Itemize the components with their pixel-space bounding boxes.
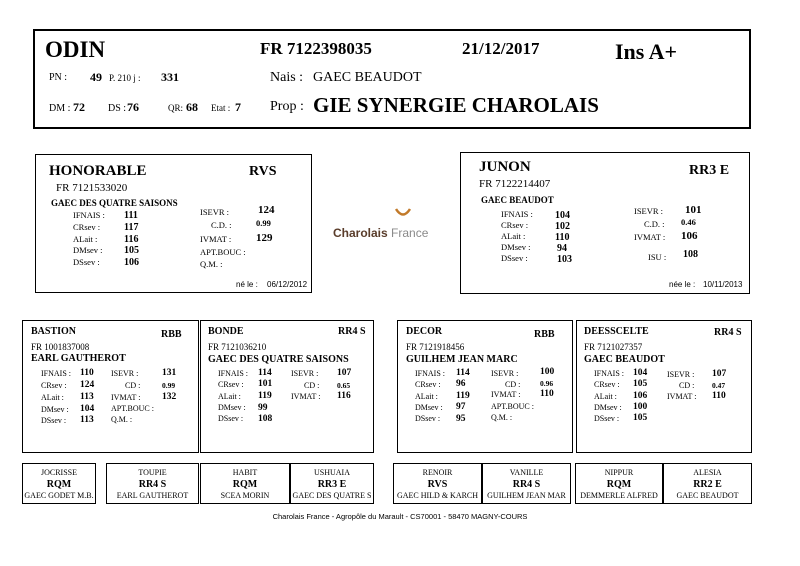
ggp-name: ALESIA — [693, 468, 722, 477]
great-grandparent-box-habit — [200, 463, 290, 504]
gp-dssev-value: 105 — [633, 413, 648, 423]
qr-value: 68 — [186, 100, 198, 114]
sire-birth-label: né le : — [236, 280, 258, 289]
gp-ivmat-value: 110 — [712, 391, 726, 401]
gp-crsev-label: CRsev : — [218, 380, 244, 389]
gp-alait-label: ALait : — [218, 392, 241, 401]
dam-crsev-label: CRsev : — [501, 220, 529, 230]
nais-label: Nais : — [270, 70, 304, 85]
gp-breeder: GAEC BEAUDOT — [584, 354, 665, 365]
dam-breeder: GAEC BEAUDOT — [481, 195, 554, 205]
gp-ifnais-label: IFNAIS : — [594, 369, 625, 378]
gp-dmsev-label: DMsev : — [415, 403, 443, 412]
dam-crsev-value: 102 — [555, 221, 570, 232]
sire-isevr-label: ISEVR : — [200, 207, 230, 217]
gp-name: BASTION — [31, 326, 77, 337]
logo-country-text: France — [391, 226, 429, 240]
gp-ifnais-value: 114 — [456, 368, 470, 378]
gp-dmsev-label: DMsev : — [594, 403, 622, 412]
ds-label: DS : — [108, 103, 127, 114]
gp-dmsev-value: 99 — [258, 403, 268, 413]
gp-breeder: EARL GAUTHEROT — [31, 353, 126, 364]
gp-rank: RR4 S — [714, 327, 742, 338]
gp-dmsev-label: DMsev : — [41, 405, 69, 414]
sire-ifnais-value: 111 — [124, 210, 138, 221]
great-grandparent-box-toupie — [106, 463, 199, 504]
dam-birth-date: 10/11/2013 — [703, 280, 743, 289]
dam-box — [460, 152, 750, 294]
ggp-rank: RR4 S — [512, 479, 541, 490]
animal-rank: Ins A+ — [615, 39, 678, 64]
gp-qm-label: Q.M. : — [491, 413, 513, 422]
sire-cd-label: C.D. : — [211, 220, 232, 230]
gp-name: DEESSCELTE — [584, 326, 649, 337]
gp-cd-value: 0.96 — [540, 379, 554, 388]
gp-crsev-label: CRsev : — [41, 381, 67, 390]
logo-brand-text: Charolais — [333, 226, 388, 240]
gp-dmsev-value: 97 — [456, 402, 466, 412]
gp-isevr-value: 107 — [337, 368, 352, 378]
dam-name: JUNON — [479, 159, 531, 175]
charolais-france-logo — [333, 208, 448, 248]
nais-value: GAEC BEAUDOT — [313, 70, 422, 85]
gp-crsev-value: 96 — [456, 379, 466, 389]
great-grandparent-box-vanille — [482, 463, 571, 504]
dam-reg-number: FR 7122214407 — [479, 178, 551, 190]
gp-crsev-label: CRsev : — [415, 380, 441, 389]
ggp-owner: GUILHEM JEAN MAR — [487, 491, 566, 500]
ggp-name: NIPPUR — [604, 468, 634, 477]
great-grandparent-box-jocrisse — [22, 463, 96, 504]
ggp-name: JOCRISSE — [40, 468, 77, 477]
gp-crsev-value: 105 — [633, 379, 648, 389]
etat-label: Etat : — [211, 103, 231, 113]
gp-cd-label: CD : — [125, 381, 141, 390]
ggp-name: HABIT — [232, 468, 258, 477]
gp-reg-number: FR 7121036210 — [208, 342, 267, 352]
ggp-name: TOUPIE — [138, 468, 167, 477]
sire-alait-label: ALait : — [73, 234, 98, 244]
ggp-rank: RQM — [606, 479, 632, 490]
gp-isevr-value: 107 — [712, 369, 727, 379]
ggp-owner: DEMMERLE ALFRED — [580, 491, 658, 500]
ggp-rank: RR2 E — [693, 479, 722, 490]
sire-aptbouc-label: APT.BOUC : — [200, 247, 246, 257]
animal-date: 21/12/2017 — [462, 39, 540, 58]
gp-aptbouc-label: APT.BOUC : — [111, 404, 154, 413]
pn-label: PN : — [49, 72, 68, 83]
charolais-logo-icon — [395, 207, 411, 221]
dm-label: DM : — [49, 103, 71, 114]
sire-rank: RVS — [249, 164, 277, 179]
sire-dssev-value: 106 — [124, 257, 139, 268]
gp-cd-label: CD : — [679, 381, 695, 390]
gp-name: DECOR — [406, 326, 443, 337]
ggp-rank: RQM — [232, 479, 258, 490]
ggp-rank: RVS — [427, 479, 448, 490]
gp-ivmat-value: 110 — [540, 389, 554, 399]
gp-breeder: GUILHEM JEAN MARC — [406, 354, 518, 365]
gp-dssev-value: 108 — [258, 414, 273, 424]
sire-ivmat-label: IVMAT : — [200, 234, 232, 244]
gp-ivmat-label: IVMAT : — [667, 392, 697, 401]
gp-dssev-label: DSsev : — [218, 414, 244, 423]
gp-dssev-value: 113 — [80, 415, 94, 425]
gp-ivmat-label: IVMAT : — [491, 390, 521, 399]
qr-label: QR: — [168, 103, 184, 113]
dam-dmsev-label: DMsev : — [501, 242, 531, 252]
sire-ifnais-label: IFNAIS : — [73, 210, 105, 220]
p210-label: P. 210 j : — [109, 73, 141, 83]
dam-dssev-label: DSsev : — [501, 253, 528, 263]
gp-ivmat-label: IVMAT : — [111, 393, 141, 402]
gp-reg-number: FR 7121918456 — [406, 342, 465, 352]
gp-isevr-value: 100 — [540, 367, 555, 377]
dam-alait-label: ALait : — [501, 231, 526, 241]
ggp-owner: GAEC DES QUATRE S — [292, 491, 372, 500]
great-grandparent-box-nippur — [575, 463, 663, 504]
ggp-name: USHUAIA — [314, 468, 350, 477]
sire-qm-label: Q.M. : — [200, 259, 223, 269]
gp-alait-value: 119 — [456, 391, 470, 401]
gp-crsev-label: CRsev : — [594, 380, 620, 389]
dam-isevr-label: ISEVR : — [634, 206, 664, 216]
gp-breeder: GAEC DES QUATRE SAISONS — [208, 354, 349, 365]
gp-alait-value: 119 — [258, 391, 272, 401]
sire-dssev-label: DSsev : — [73, 257, 100, 267]
gp-rank: RBB — [534, 329, 555, 340]
sire-crsev-value: 117 — [124, 222, 139, 233]
gp-ivmat-label: IVMAT : — [291, 392, 321, 401]
sire-box — [35, 154, 312, 293]
gp-cd-label: CD : — [505, 380, 521, 389]
gp-alait-value: 106 — [633, 391, 648, 401]
gp-isevr-value: 131 — [162, 368, 177, 378]
gp-crsev-value: 101 — [258, 379, 273, 389]
gp-ifnais-value: 114 — [258, 368, 272, 378]
gp-qm-label: Q.M. : — [111, 415, 133, 424]
sire-isevr-value: 124 — [258, 204, 275, 216]
sire-reg-number: FR 7121533020 — [56, 182, 128, 194]
sire-name: HONORABLE — [49, 163, 147, 179]
gp-alait-value: 113 — [80, 392, 94, 402]
dam-rank: RR3 E — [689, 163, 730, 178]
ggp-owner: GAEC HILD & KARCH — [396, 491, 479, 500]
gp-aptbouc-label: APT.BOUC : — [491, 402, 534, 411]
gp-cd-value: 0.99 — [162, 381, 176, 390]
ds-value: 76 — [127, 100, 139, 114]
gp-cd-value: 0.65 — [337, 381, 351, 390]
ggp-owner: GAEC BEAUDOT — [676, 491, 739, 500]
gp-ifnais-label: IFNAIS : — [41, 369, 72, 378]
great-grandparent-box-ushuaia — [290, 463, 374, 504]
dam-cd-label: C.D. : — [644, 219, 665, 229]
prop-label: Prop : — [270, 99, 304, 114]
dam-alait-value: 110 — [555, 232, 570, 243]
dam-dmsev-value: 94 — [557, 243, 567, 254]
sire-dmsev-value: 105 — [124, 245, 139, 256]
dam-dssev-value: 103 — [557, 254, 572, 265]
footer-address: Charolais France - Agropôle du Marault - CS70001 - 58470 MAGNY-COURS — [272, 512, 528, 521]
gp-alait-label: ALait : — [41, 393, 64, 402]
sire-birth-date: 06/12/2012 — [267, 280, 308, 289]
ggp-rank: RR4 S — [138, 479, 167, 490]
grandparent-box-deesscelte — [576, 320, 752, 453]
gp-rank: RBB — [161, 329, 182, 340]
dm-value: 72 — [73, 100, 85, 114]
great-grandparent-box-renoir — [393, 463, 482, 504]
gp-ifnais-value: 104 — [633, 368, 648, 378]
ggp-owner: EARL GAUTHEROT — [116, 491, 189, 500]
dam-ivmat-value: 106 — [681, 230, 698, 242]
gp-crsev-value: 124 — [80, 380, 95, 390]
sire-dmsev-label: DMsev : — [73, 245, 103, 255]
gp-isevr-label: ISEVR : — [291, 369, 319, 378]
grandparent-box-decor — [397, 320, 573, 453]
grandparent-box-bastion — [22, 320, 199, 453]
gp-dmsev-label: DMsev : — [218, 403, 246, 412]
sire-alait-value: 116 — [124, 234, 139, 245]
ggp-owner: GAEC GODET M.B. — [24, 491, 94, 500]
gp-alait-label: ALait : — [415, 392, 438, 401]
animal-name: ODIN — [45, 37, 106, 62]
gp-ifnais-value: 110 — [80, 368, 94, 378]
gp-dssev-label: DSsev : — [41, 416, 67, 425]
sire-crsev-label: CRsev : — [73, 222, 101, 232]
gp-dssev-label: DSsev : — [415, 414, 441, 423]
sire-breeder: GAEC DES QUATRE SAISONS — [51, 198, 178, 208]
gp-dssev-value: 95 — [456, 414, 466, 424]
gp-reg-number: FR 7121027357 — [584, 342, 643, 352]
gp-cd-label: CD : — [304, 381, 320, 390]
gp-ivmat-value: 132 — [162, 392, 177, 402]
great-grandparent-box-alesia — [663, 463, 752, 504]
animal-reg-number: FR 7122398035 — [260, 39, 372, 58]
gp-isevr-label: ISEVR : — [111, 369, 139, 378]
dam-cd-value: 0.46 — [681, 217, 696, 227]
dam-ivmat-label: IVMAT : — [634, 232, 666, 242]
gp-isevr-label: ISEVR : — [491, 369, 519, 378]
ggp-rank: RR3 E — [317, 479, 347, 490]
gp-cd-value: 0.47 — [712, 381, 726, 390]
sire-cd-value: 0.99 — [256, 218, 271, 228]
ggp-rank: RQM — [46, 479, 72, 490]
pn-value: 49 — [90, 70, 102, 84]
gp-dmsev-value: 100 — [633, 402, 648, 412]
p210-value: 331 — [161, 70, 179, 84]
dam-isu-value: 108 — [683, 249, 698, 260]
prop-value: GIE SYNERGIE CHAROLAIS — [313, 93, 599, 117]
dam-isevr-value: 101 — [685, 204, 702, 216]
gp-dssev-label: DSsev : — [594, 414, 620, 423]
gp-ivmat-value: 116 — [337, 391, 351, 401]
gp-ifnais-label: IFNAIS : — [415, 369, 446, 378]
animal-header-box — [33, 29, 751, 129]
ggp-name: VANILLE — [509, 468, 544, 477]
dam-birth-label: née le : — [669, 280, 696, 289]
ggp-owner: SCEA MORIN — [220, 491, 270, 500]
gp-rank: RR4 S — [338, 326, 366, 337]
gp-ifnais-label: IFNAIS : — [218, 369, 249, 378]
etat-value: 7 — [235, 100, 241, 114]
gp-isevr-label: ISEVR : — [667, 370, 695, 379]
ggp-name: RENOIR — [422, 468, 453, 477]
dam-ifnais-label: IFNAIS : — [501, 209, 533, 219]
gp-name: BONDE — [208, 326, 244, 337]
sire-ivmat-value: 129 — [256, 232, 273, 244]
gp-alait-label: ALait : — [594, 392, 617, 401]
dam-isu-label: ISU : — [648, 252, 667, 262]
grandparent-box-bonde — [200, 320, 374, 453]
dam-ifnais-value: 104 — [555, 210, 570, 221]
gp-reg-number: FR 1001837008 — [31, 342, 90, 352]
gp-dmsev-value: 104 — [80, 404, 95, 414]
